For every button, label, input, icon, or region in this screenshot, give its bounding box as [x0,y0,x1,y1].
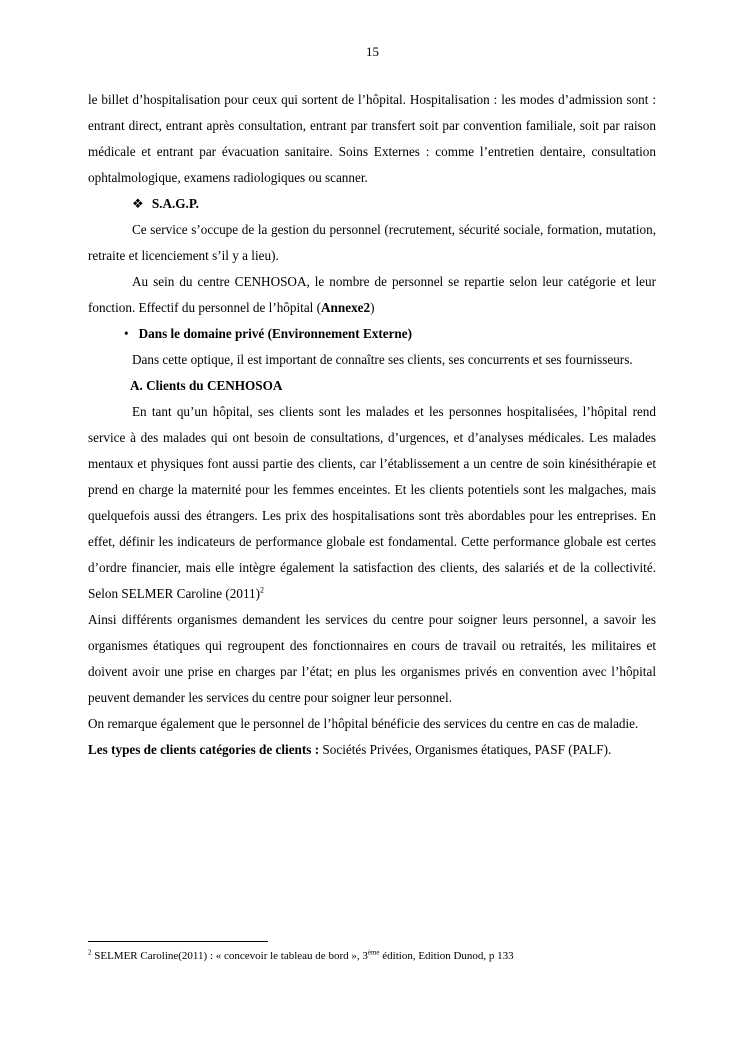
main-text [88,87,656,763]
paragraph-clients-text: En tant qu’un hôpital, ses clients sont les malades et les personnes hospitalisées, l’hôpital rend service à des malades qui ont besoin de consultations, d’urgences, et d’analyses médicales. Les malades mentaux et physiques font aussi partie des clients, car l’établissement a un centre de soin kinésithérapie et prend en charge la maternité pour les femmes enceintes. Et les clients potentiels sont les malgaches, mais quelquefois aussi des étrangers. Les prix des hospitalisations sont très abordables pour les entreprises. En effet, définir les indicateurs de performance globale est fondamental. Cette performance globale est certes d’ordre financier, mais elle intègre également la satisfaction des clients, des salariés et de la collectivité. Selon SELMER Caroline (2011) [88,404,656,601]
round-bullet-icon: • [124,326,129,341]
annexe-reference: Annexe2 [321,300,371,315]
paragraph-personnel-end: ) [370,300,375,315]
paragraph-personnel [88,269,656,321]
paragraph-organismes: Ainsi différents organismes demandent les services du centre pour soigner leurs personnel, a savoir les organismes étatiques qui regroupent des fonctionnaires en cours de travail ou retraités, les militaires et doivent avoir une prise en charges par l’état; en plus les organismes privés en convention avec l’hôpital peuvent demander les services du centre pour soigner leur personnel. [88,612,656,705]
heading-sagp-label: S.A.G.P. [151,196,199,211]
paragraph-types-clients [88,737,656,763]
footnote-reference: 2 [260,585,265,595]
footnote-text-b: édition, Edition Dunod, p 133 [379,950,514,962]
paragraph-clients [88,399,656,607]
paragraph-personnel-text: Au sein du centre CENHOSOA, le nombre de personnel se repartie selon leur catégorie et leur fonction. Effectif du personnel de l’hôpital ( [88,274,656,315]
footnote [88,948,688,964]
diamond-bullet-icon: ❖ [132,196,144,211]
footnote-text-a: SELMER Caroline(2011) : « concevoir le tableau de bord », 3 [91,950,368,962]
types-clients-label: Les types de clients catégories de clients : [88,742,320,757]
heading-domaine-prive-label: Dans le domaine privé (Environnement Externe) [138,326,413,341]
types-clients-list: Sociétés Privées, Organismes étatiques, PASF (PALF). [319,742,612,757]
page-number: 15 [366,44,379,59]
paragraph-personnel-hopital: On remarque également que le personnel de l’hôpital bénéficie des services du centre en cas de maladie. [88,716,639,731]
paragraph-sagp: Ce service s’occupe de la gestion du personnel (recrutement, sécurité sociale, formation, mutation, retraite et licenciement s’il y a lieu). [88,222,656,263]
footnote-superscript: ème [367,948,380,957]
paragraph-hospitalisation: le billet d’hospitalisation pour ceux qui sortent de l’hôpital. Hospitalisation : les modes d’admission sont : entrant direct, entrant après consultation, entrant par transfert soit par convention familiale, soit par raison médicale et entrant par évacuation sanitaire. Soins Externes : comme l’entretien dentaire, consultation ophtalmologique, examens radiologiques ou scanner. [88,92,656,185]
heading-sagp [88,191,656,217]
paragraph-optique: Dans cette optique, il est important de connaître ses clients, ses concurrents et ses fournisseurs. [132,352,633,367]
footnote-divider [88,941,268,942]
heading-domaine-prive [88,321,656,347]
heading-clients: A. Clients du CENHOSOA [130,378,283,393]
footnote-marker: 2 [88,948,92,957]
